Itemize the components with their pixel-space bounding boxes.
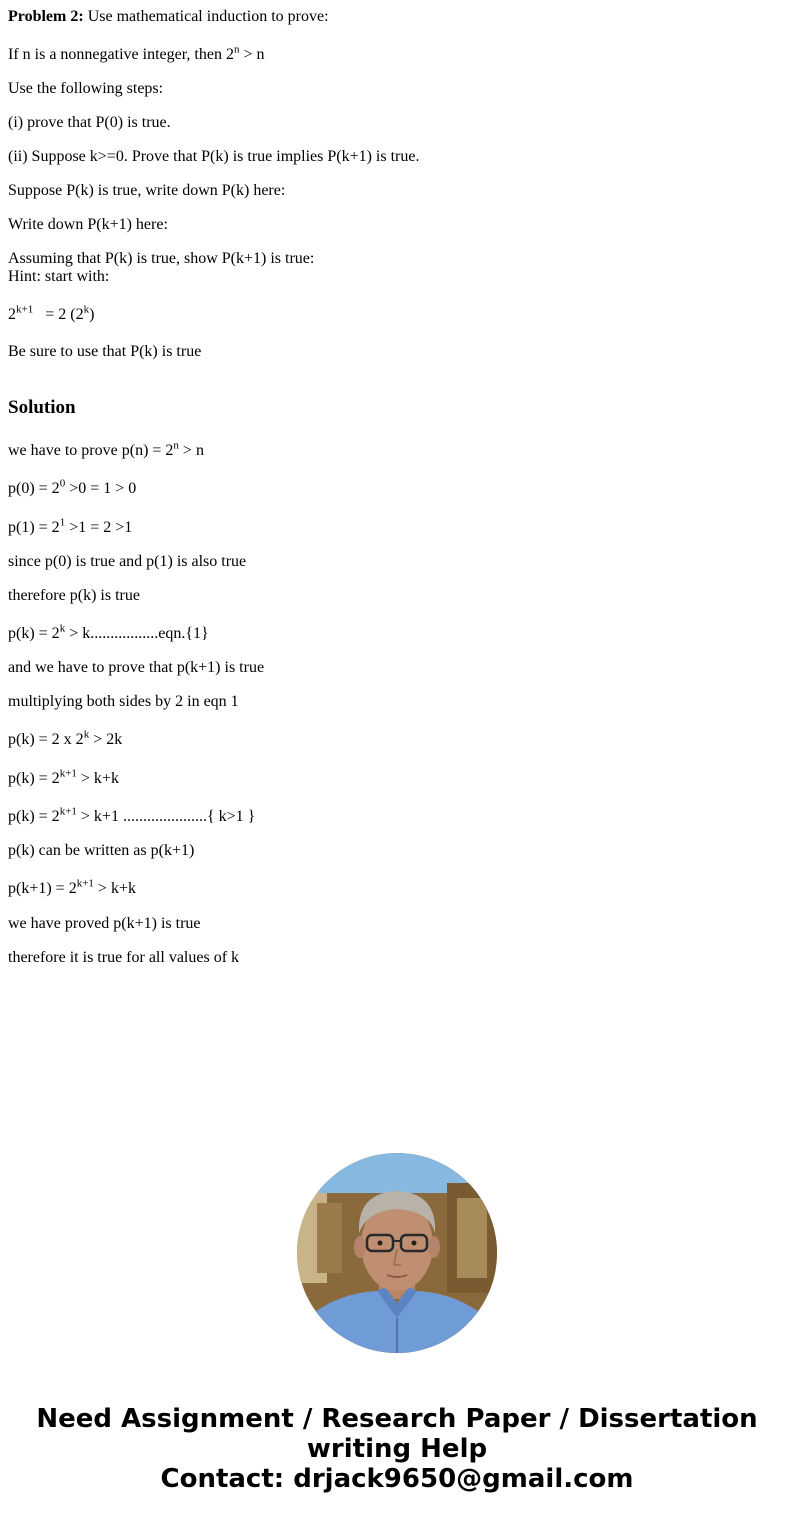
avatar-portrait	[297, 1153, 497, 1353]
problem-statement	[8, 43, 265, 64]
statement-text-end: > n	[239, 46, 265, 63]
write-pk1-prompt: Write down P(k+1) here:	[8, 216, 168, 233]
sol-exponent: k+1	[59, 805, 77, 818]
sol-text-end: > k+k	[76, 770, 119, 787]
be-sure-note: Be sure to use that P(k) is true	[8, 343, 202, 360]
solution-line-3	[8, 516, 133, 537]
sol-text: p(k+1) = 2	[8, 880, 77, 897]
footer-contact: Contact: drjack9650@gmail.com	[160, 1464, 634, 1494]
solution-line-13	[8, 877, 136, 898]
hint-prompt: Hint: start with:	[8, 268, 110, 285]
sol-text-end: >0 = 1 > 0	[65, 480, 137, 497]
solution-line-11	[8, 805, 256, 826]
statement-exponent: n	[233, 43, 240, 56]
sol-exponent: 1	[59, 516, 66, 529]
sol-exponent: k+1	[76, 877, 94, 890]
solution-line-12: p(k) can be written as p(k+1)	[8, 842, 195, 859]
solution-line-4: since p(0) is true and p(1) is also true	[8, 553, 247, 570]
solution-line-2	[8, 477, 137, 498]
step-2: (ii) Suppose k>=0. Prove that P(k) is true implies P(k+1) is true.	[8, 148, 420, 165]
steps-intro: Use the following steps:	[8, 80, 164, 97]
solution-line-8: multiplying both sides by 2 in eqn 1	[8, 693, 239, 710]
problem-intro: Use mathematical induction to prove:	[83, 8, 329, 25]
footer-line-1: Need Assignment / Research Paper / Dissertation	[36, 1404, 758, 1434]
hint-equation	[8, 303, 95, 324]
author-avatar	[297, 1153, 497, 1353]
solution-line-7: and we have to prove that p(k+1) is true	[8, 659, 265, 676]
sol-text: p(k) = 2 x 2	[8, 731, 84, 748]
solution-line-14: we have proved p(k+1) is true	[8, 915, 201, 932]
sol-exponent: 0	[59, 477, 66, 490]
sol-text-end: >1 = 2 >1	[65, 519, 133, 536]
hint-eq-exponent-1: k+1	[16, 303, 34, 316]
hint-eq-exponent-2: k	[83, 303, 90, 316]
sol-text-end: > k.................eqn.{1}	[65, 625, 209, 642]
problem-title	[8, 8, 329, 26]
hint-eq-middle: = 2 (2	[33, 306, 84, 323]
solution-line-5: therefore p(k) is true	[8, 587, 140, 604]
step-1: (i) prove that P(0) is true.	[8, 114, 171, 131]
sol-text: p(0) = 2	[8, 480, 60, 497]
sol-exponent: k+1	[59, 767, 77, 780]
sol-exponent: n	[173, 439, 179, 452]
sol-text: p(k) = 2	[8, 770, 60, 787]
sol-text: p(1) = 2	[8, 519, 60, 536]
sol-text-end: > n	[178, 442, 204, 459]
sol-text-end: > k+k	[93, 880, 136, 897]
sol-text: p(k) = 2	[8, 625, 60, 642]
problem-label: Problem 2:	[8, 8, 84, 25]
footer-line-2: writing Help	[306, 1434, 488, 1464]
assume-prompt: Assuming that P(k) is true, show P(k+1) is true:	[8, 250, 315, 267]
solution-line-10	[8, 767, 119, 788]
sol-text: we have to prove p(n) = 2	[8, 442, 174, 459]
sol-exponent: k	[59, 622, 66, 635]
solution-line-9	[8, 728, 123, 749]
hint-eq-base: 2	[8, 306, 16, 323]
solution-line-1	[8, 439, 204, 460]
statement-text: If n is a nonnegative integer, then 2	[8, 46, 234, 63]
write-pk-prompt: Suppose P(k) is true, write down P(k) here:	[8, 182, 286, 199]
sol-text: p(k) = 2	[8, 808, 60, 825]
sol-text-end: > k+1 .....................{ k>1 }	[76, 808, 256, 825]
solution-line-15: therefore it is true for all values of k	[8, 949, 240, 966]
sol-text-end: > 2k	[89, 731, 123, 748]
sol-exponent: k	[83, 728, 90, 741]
solution-line-6	[8, 622, 209, 643]
solution-heading: Solution	[8, 397, 76, 418]
hint-eq-end: )	[89, 306, 95, 323]
